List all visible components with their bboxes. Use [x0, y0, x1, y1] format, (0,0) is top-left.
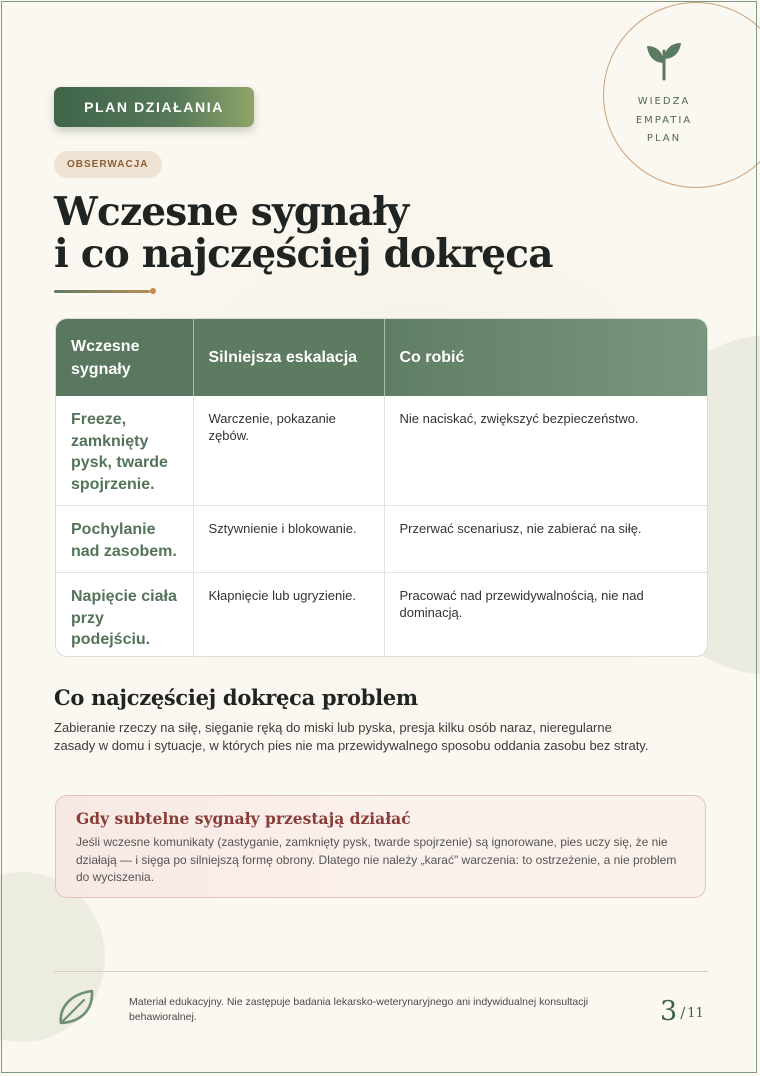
- category-badge: OBSERWACJA: [54, 151, 162, 178]
- footer-divider: [54, 971, 708, 972]
- brand-seal: [603, 2, 760, 188]
- page-number-total: 11: [687, 1006, 704, 1021]
- title-underline-dot: [150, 288, 156, 294]
- plan-badge: PLAN DZIAŁANIA: [54, 87, 254, 127]
- page-title: [54, 191, 553, 275]
- action-cell: Przerwać scenariusz, nie zabierać na siłę.: [384, 506, 707, 573]
- column-header-early-signals: Wczesne sygnały: [56, 319, 193, 396]
- page-title-line: Wczesne sygnały: [54, 189, 409, 235]
- page-title-line: i co najczęściej dokręca: [54, 231, 553, 277]
- action-cell: Nie naciskać, zwiększyć bezpieczeństwo.: [384, 396, 707, 506]
- seal-word: PLAN: [646, 133, 682, 144]
- title-underline: [54, 290, 150, 293]
- seal-word: EMPATIA: [635, 114, 693, 126]
- seal-words: [604, 93, 724, 149]
- leaf-icon: [56, 988, 96, 1028]
- warning-callout: [55, 795, 706, 898]
- page-number: [660, 996, 704, 1027]
- signal-cell: Freeze, zamknięty pysk, twarde spojrzenie.: [56, 396, 193, 506]
- escalation-cell: Kłapnięcie lub ugryzienie.: [193, 573, 384, 658]
- table-row: [56, 573, 707, 658]
- table-header-row: [56, 319, 707, 396]
- table-row: [56, 506, 707, 573]
- section-heading: Co najczęściej dokręca problem: [54, 685, 418, 710]
- section-body: Zabieranie rzeczy na siłę, sięganie ręką do miski lub pyska, presja kilku osób naraz, nieregularne zasady w domu i sytuacje, w których pies nie ma przewidywalnego sposobu oddania zasobu bez straty.: [54, 720, 649, 753]
- callout-body: Jeśli wczesne komunikaty (zastyganie, zamknięty pysk, twarde spojrzenie) są ignorowane, pies uczy się, że nie działają — i sięga po silniejszą formę obrony. Dlatego nie należy „karać" warczenia: to ostrzeżenie, a nie problem do wyciszenia.: [76, 835, 677, 884]
- signal-cell: Napięcie ciała przy podejściu.: [56, 573, 193, 658]
- escalation-cell: Sztywnienie i blokowanie.: [193, 506, 384, 573]
- escalation-cell: Warczenie, pokazanie zębów.: [193, 396, 384, 506]
- footer-disclaimer: Materiał edukacyjny. Nie zastępuje badania lekarsko-weterynaryjnego ani indywidualnej konsultacji behawioralnej.: [129, 996, 589, 1023]
- sprout-icon: [644, 37, 684, 81]
- page-number-current: 3: [660, 996, 678, 1027]
- seal-word: WIEDZA: [637, 96, 691, 107]
- table-row: [56, 396, 707, 506]
- column-header-escalation: Silniejsza eskalacja: [193, 319, 384, 396]
- callout-title: Gdy subtelne sygnały przestają działać: [76, 809, 411, 828]
- signal-cell: Pochylanie nad zasobem.: [56, 506, 193, 573]
- column-header-action: Co robić: [384, 319, 707, 396]
- signals-table: [55, 318, 708, 657]
- page-number-separator: /: [680, 1004, 686, 1022]
- action-cell: Pracować nad przewidywalnością, nie nad dominacją.: [399, 588, 644, 620]
